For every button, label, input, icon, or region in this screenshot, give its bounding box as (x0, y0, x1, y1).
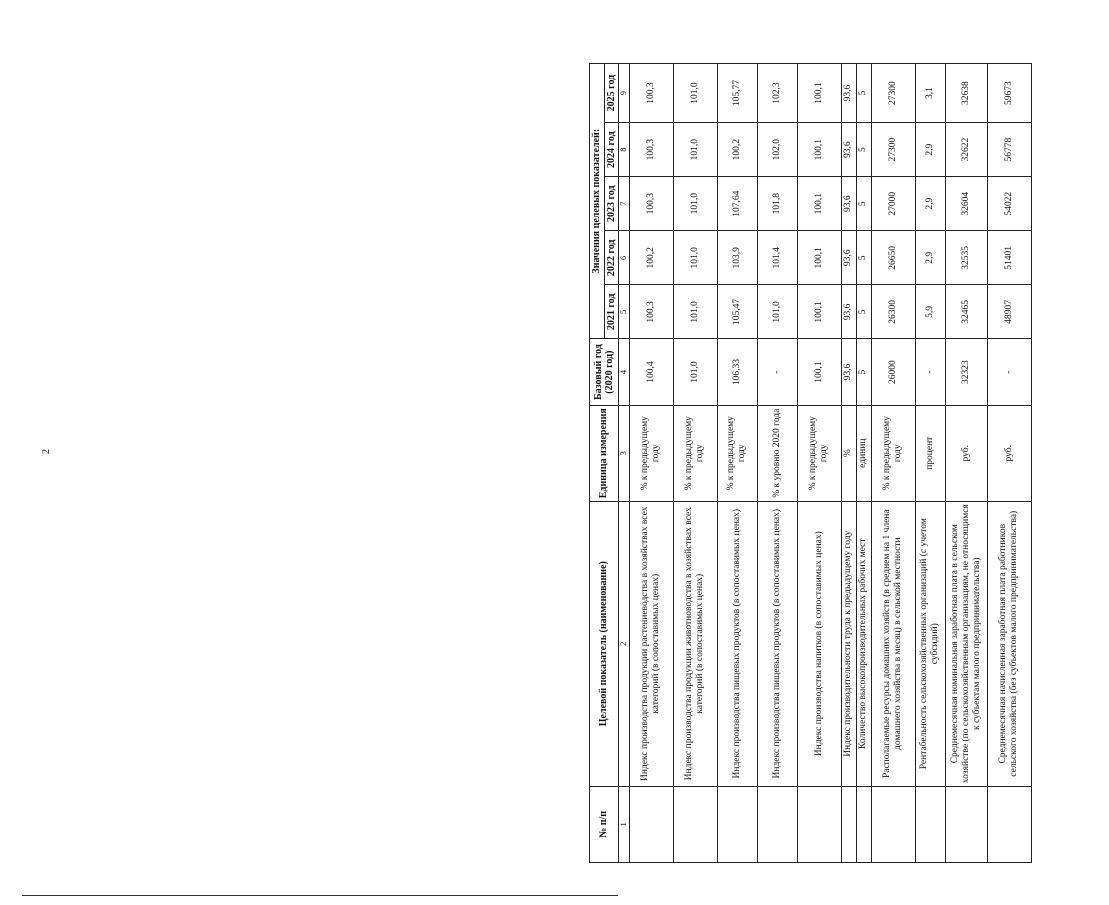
row-unit: руб. (945, 405, 987, 501)
header-year-2025: 2025 год (604, 64, 619, 123)
table-row (841, 64, 856, 863)
row-indicator-name: Индекс производства пищевых продуктов (в сопоставимых ценах) (717, 501, 757, 786)
row-year-value: 101,0 (673, 64, 717, 123)
row-year-value: 103,9 (717, 231, 757, 285)
row-year-value: 5,9 (915, 285, 945, 339)
header-row-1 (590, 64, 605, 863)
row-year-value: 105,77 (717, 64, 757, 123)
row-unit: % к предыдущему году (717, 405, 757, 501)
row-base-value: 26000 (871, 339, 915, 405)
column-number: 2 (619, 501, 630, 786)
row-base-value: - (757, 339, 797, 405)
row-indicator-name: Индекс производительности труда к предыдущему году (841, 501, 856, 786)
header-base-year: Базовый год (2020 год) (590, 339, 619, 405)
row-indicator-name: Располагаемые ресурсы домашних хозяйств (в среднем на 1 члена домашнего хозяйства в месяц) в сельской местности (871, 501, 915, 786)
row-year-value: 59673 (987, 64, 1031, 123)
row-indicator-name: Рентабельность сельскохозяйственных организаций (с учетом субсидий) (915, 501, 945, 786)
row-year-value: 100,1 (797, 231, 841, 285)
row-year-value: 54022 (987, 177, 1031, 231)
row-year-value: 32465 (945, 285, 987, 339)
row-unit: % к предыдущему году (797, 405, 841, 501)
table-row (915, 64, 945, 863)
row-base-value: 5 (856, 339, 871, 405)
row-year-value: 101,0 (673, 177, 717, 231)
table-row (987, 64, 1031, 863)
row-unit: % (841, 405, 856, 501)
row-year-value: 101,0 (757, 285, 797, 339)
row-number (757, 786, 797, 862)
row-number (717, 786, 757, 862)
row-year-value: 101,8 (757, 177, 797, 231)
row-year-value: 32638 (945, 64, 987, 123)
row-indicator-name: Среднемесячная начисленная заработная плата работников сельского хозяйства (без субъектов малого предпринимательства) (987, 501, 1031, 786)
column-number: 5 (619, 285, 630, 339)
table-row (797, 64, 841, 863)
column-number: 9 (619, 64, 630, 123)
target-indicators-table (589, 63, 1032, 863)
row-year-value: 5 (856, 123, 871, 177)
row-unit: % к уровню 2020 года (757, 405, 797, 501)
rotated-table-wrapper (589, 63, 1109, 863)
column-number: 7 (619, 177, 630, 231)
row-base-value: 106,33 (717, 339, 757, 405)
row-year-value: 93,6 (841, 177, 856, 231)
table-row (673, 64, 717, 863)
row-year-value: 2,9 (915, 231, 945, 285)
row-year-value: 5 (856, 177, 871, 231)
row-year-value: 100,3 (629, 285, 673, 339)
row-year-value: 100,2 (629, 231, 673, 285)
row-year-value: 101,4 (757, 231, 797, 285)
row-year-value: 27300 (871, 64, 915, 123)
row-unit: руб. (987, 405, 1031, 501)
row-year-value: 2,9 (915, 177, 945, 231)
table-row (856, 64, 871, 863)
row-year-value: 32604 (945, 177, 987, 231)
row-year-value: 102,3 (757, 64, 797, 123)
page-number: 2 (41, 449, 52, 454)
row-year-value: 100,1 (797, 285, 841, 339)
row-year-value: 101,0 (673, 231, 717, 285)
column-number-row (619, 64, 630, 863)
row-number (841, 786, 856, 862)
row-number (915, 786, 945, 862)
row-indicator-name: Индекс производства продукции животноводства в хозяйствах всех категорий (в сопоставимых ценах) (673, 501, 717, 786)
row-base-value: - (915, 339, 945, 405)
row-year-value: 27000 (871, 177, 915, 231)
row-unit: единиц (856, 405, 871, 501)
column-number: 8 (619, 123, 630, 177)
table-row (629, 64, 673, 863)
row-base-value: 93,6 (841, 339, 856, 405)
header-year-2024: 2024 год (604, 123, 619, 177)
header-num: № п/п (590, 786, 619, 862)
row-year-value: 100,3 (629, 123, 673, 177)
row-year-value: 93,6 (841, 231, 856, 285)
row-year-value: 26300 (871, 285, 915, 339)
row-year-value: 101,0 (673, 123, 717, 177)
row-base-value: 32323 (945, 339, 987, 405)
row-year-value: 3,1 (915, 64, 945, 123)
row-year-value: 56778 (987, 123, 1031, 177)
row-year-value: 93,6 (841, 285, 856, 339)
row-unit: % к предыдущему году (871, 405, 915, 501)
row-number (856, 786, 871, 862)
row-number (871, 786, 915, 862)
row-base-value: - (987, 339, 1031, 405)
row-number (987, 786, 1031, 862)
table-row (757, 64, 797, 863)
row-year-value: 100,1 (797, 64, 841, 123)
row-year-value: 105,47 (717, 285, 757, 339)
row-year-value: 32535 (945, 231, 987, 285)
row-year-value: 93,6 (841, 123, 856, 177)
row-year-value: 5 (856, 285, 871, 339)
row-number (673, 786, 717, 862)
row-year-value: 102,0 (757, 123, 797, 177)
header-year-2021: 2021 год (604, 285, 619, 339)
column-number: 1 (619, 786, 630, 862)
column-number: 6 (619, 231, 630, 285)
row-year-value: 51401 (987, 231, 1031, 285)
row-year-value: 26650 (871, 231, 915, 285)
row-indicator-name: Среднемесячная номинальная заработная плата в сельском хозяйстве (по сельскохозяйственным организациям, не относящимся к субъектам малого предпринимательства) (945, 501, 987, 786)
row-base-value: 101,0 (673, 339, 717, 405)
row-number (945, 786, 987, 862)
row-year-value: 100,3 (629, 177, 673, 231)
table-row (871, 64, 915, 863)
row-year-value: 100,3 (629, 64, 673, 123)
row-year-value: 107,64 (717, 177, 757, 231)
row-year-value: 27300 (871, 123, 915, 177)
row-unit: процент (915, 405, 945, 501)
row-unit: % к предыдущему году (673, 405, 717, 501)
row-year-value: 32622 (945, 123, 987, 177)
row-year-value: 5 (856, 64, 871, 123)
table-row (945, 64, 987, 863)
row-year-value: 100,2 (717, 123, 757, 177)
table-row (717, 64, 757, 863)
header-values-group: Значения целевых показателей: (590, 64, 605, 339)
bottom-rule (22, 895, 618, 896)
table-body (629, 64, 1031, 863)
row-number (629, 786, 673, 862)
row-year-value: 93,6 (841, 64, 856, 123)
row-indicator-name: Индекс производства продукции растениеводства в хозяйствах всех категорий (в сопоставимых ценах) (629, 501, 673, 786)
row-year-value: 48907 (987, 285, 1031, 339)
row-year-value: 101,0 (673, 285, 717, 339)
row-base-value: 100,4 (629, 339, 673, 405)
column-number: 3 (619, 405, 630, 501)
row-unit: % к предыдущему году (629, 405, 673, 501)
header-year-2022: 2022 год (604, 231, 619, 285)
column-number: 4 (619, 339, 630, 405)
header-unit: Единица измерения (590, 405, 619, 501)
header-indicator: Целевой показатель (наименование) (590, 501, 619, 786)
row-indicator-name: Индекс производства напитков (в сопоставимых ценах) (797, 501, 841, 786)
row-indicator-name: Индекс производства пищевых продуктов (в сопоставимых ценах) (757, 501, 797, 786)
header-year-2023: 2023 год (604, 177, 619, 231)
row-number (797, 786, 841, 862)
row-year-value: 100,1 (797, 177, 841, 231)
row-year-value: 100,1 (797, 123, 841, 177)
row-year-value: 5 (856, 231, 871, 285)
row-year-value: 2,9 (915, 123, 945, 177)
row-indicator-name: Количество высокопроизводительных рабочих мест (856, 501, 871, 786)
row-base-value: 100,1 (797, 339, 841, 405)
